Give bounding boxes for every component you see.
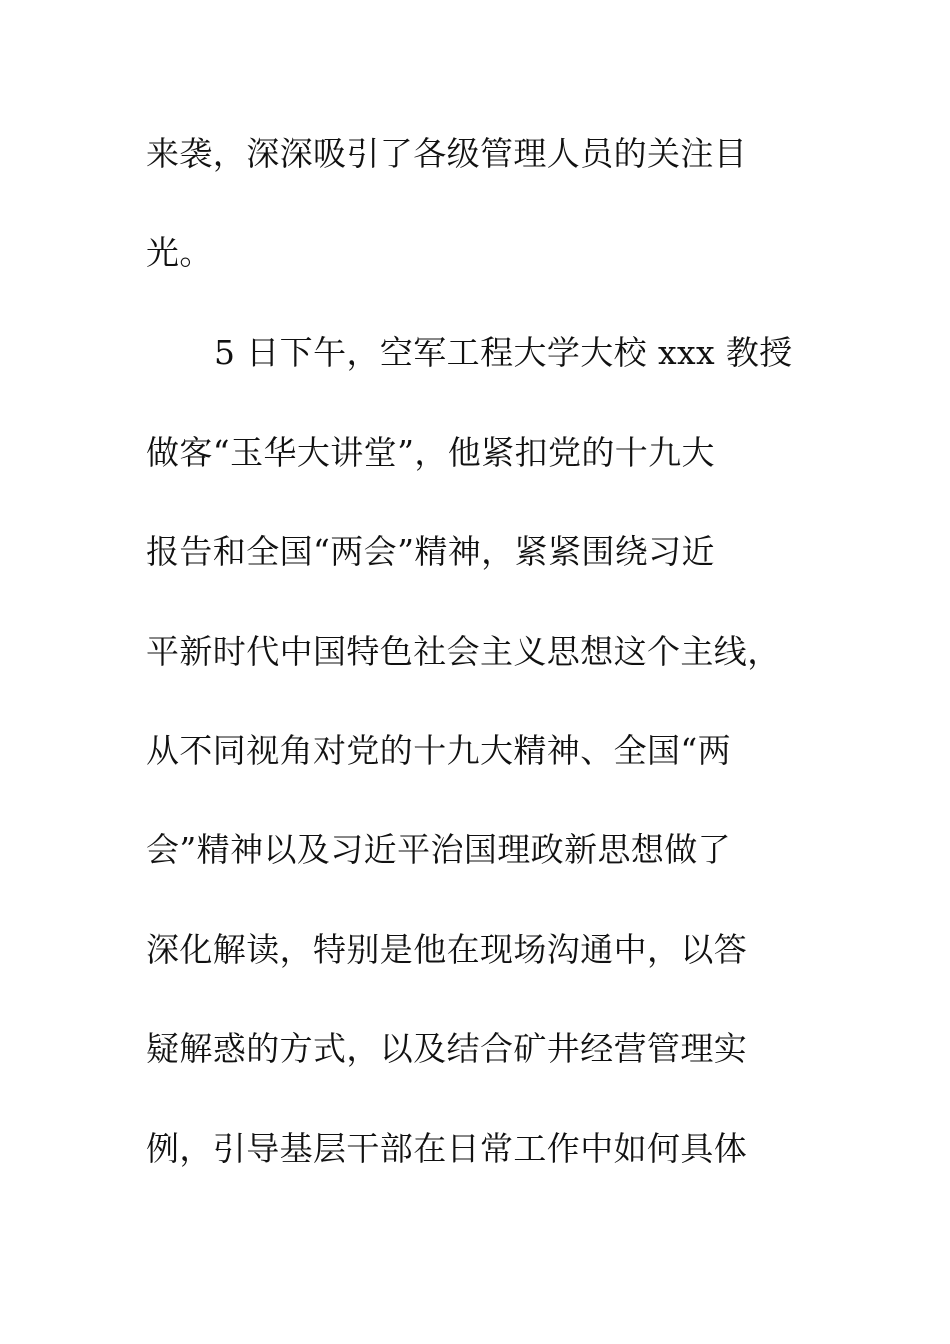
text-line: 报告和全国“两会”精神，紧紧围绕习近 bbox=[146, 532, 715, 571]
text-line: 会”精神以及习近平治国理政新思想做了 bbox=[146, 830, 732, 869]
text-line: 来袭，深深吸引了各级管理人员的关注目 bbox=[146, 134, 748, 173]
text-line: 疑解惑的方式，以及结合矿井经营管理实 bbox=[146, 1029, 748, 1068]
text-line: 例，引导基层干部在日常工作中如何具体 bbox=[146, 1129, 748, 1168]
text-line: 深化解读，特别是他在现场沟通中，以答 bbox=[146, 930, 748, 969]
text-line: 做客“玉华大讲堂”，他紧扣党的十九大 bbox=[146, 433, 715, 472]
paragraph-first-line: 5 日下午，空军工程大学大校 xxx 教授 bbox=[214, 333, 793, 372]
text-line: 从不同视角对党的十九大精神、全国“两 bbox=[146, 731, 732, 770]
text-line: 光。 bbox=[146, 233, 213, 272]
text-line: 平新时代中国特色社会主义思想这个主线， bbox=[146, 632, 781, 671]
